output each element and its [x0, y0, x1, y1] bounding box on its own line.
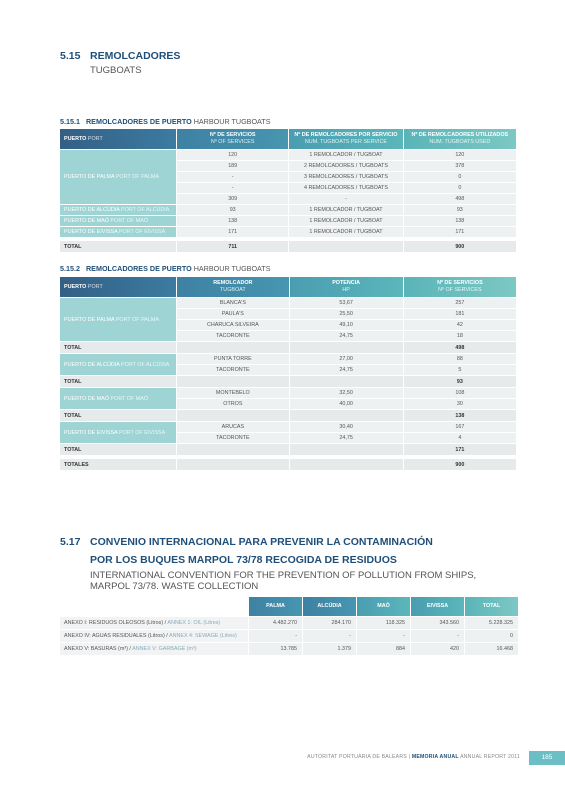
table-row	[60, 298, 516, 308]
subtotal-label: TOTAL	[60, 410, 176, 421]
cell-services: 167	[404, 422, 516, 432]
table-header-row	[60, 597, 518, 616]
cell-tugboat: ARUCAS	[177, 422, 288, 432]
cell-per-service: 1 REMOLCADOR / TUGBOAT	[289, 227, 402, 237]
table-header-row	[60, 277, 516, 297]
cell-used: 93	[404, 205, 516, 215]
cell-tugboat: PAULA'S	[177, 309, 288, 319]
cell-palma: 4.482.270	[249, 617, 302, 629]
page-number: 185	[529, 751, 565, 765]
grand-total-row	[60, 459, 516, 470]
subtotal-row	[60, 410, 516, 421]
section-title: REMOLCADORES	[90, 50, 181, 62]
cell-eivissa: 420	[411, 643, 464, 655]
grand-total-value: 900	[404, 459, 516, 470]
col-header-power: POTENCIA HP	[290, 277, 403, 297]
table-row	[60, 388, 516, 398]
cell-eivissa: 343.560	[411, 617, 464, 629]
cell-total: 0	[465, 630, 518, 642]
table-row	[60, 617, 518, 629]
cell-power: 24,75	[290, 331, 403, 341]
subsection-title-es: REMOLCADORES DE PUERTO	[85, 117, 192, 126]
cell-per-service: 3 REMOLCADORES / TUGBOATS	[289, 172, 402, 182]
subtotal-value: 498	[404, 342, 516, 353]
cell-used: 120	[404, 150, 516, 160]
table-row	[60, 643, 518, 655]
col-header-mao: MAÓ	[357, 597, 410, 616]
cell-services: 171	[177, 227, 288, 237]
cell-services: 257	[404, 298, 516, 308]
cell-tugboat: TACORONTE	[177, 331, 288, 341]
cell-power: 49,10	[290, 320, 403, 330]
col-header-eivissa: EIVISSA	[411, 597, 464, 616]
cell-total: 5.228.325	[465, 617, 518, 629]
cell-power: 24,75	[290, 365, 403, 375]
cell-services: 108	[404, 388, 516, 398]
col-header-port: PUERTO PORT	[60, 129, 176, 149]
cell-tugboat: PUNTA TORRE	[177, 354, 288, 364]
cell-mao: 884	[357, 643, 410, 655]
subtotal-label: TOTAL	[60, 376, 176, 387]
subtotal-value: 93	[404, 376, 516, 387]
subsection-5151-heading	[60, 117, 271, 126]
row-label: ANEXO V: BASURAS (m³) / ANNEX V: GARBAGE (m³)	[60, 643, 248, 655]
cell-per-service: 1 REMOLCADOR / TUGBOAT	[289, 205, 402, 215]
cell-per-service: -	[289, 194, 402, 204]
cell-power: 24,75	[290, 433, 403, 443]
subsection-number: 5.15.2	[60, 264, 80, 273]
cell-alcudia: 284.170	[303, 617, 356, 629]
subsection-title-en: HARBOUR TUGBOATS	[193, 264, 271, 273]
port-cell-palma: PUERTO DE PALMA PORT OF PALMA	[60, 150, 176, 204]
cell-mao: 118.325	[357, 617, 410, 629]
cell-services: 88	[404, 354, 516, 364]
row-label: ANEXO I: RESIDUOS OLEOSOS (Litros) / ANNEX 1: OIL (Litres)	[60, 617, 248, 629]
subtotal-row	[60, 342, 516, 353]
cell-services: 189	[177, 161, 288, 171]
subtotal-label: TOTAL	[60, 342, 176, 353]
col-header-tugboat: REMOLCADOR TUGBOAT	[177, 277, 288, 297]
subtotal-row	[60, 444, 516, 455]
cell-per-service: 1 REMOLCADOR / TUGBOAT	[289, 150, 402, 160]
cell-palma: -	[249, 630, 302, 642]
row-label: ANEXO IV: AGUAS RESIDUALES (Litros) / ANNEX 4: SEWAGE (Litres)	[60, 630, 248, 642]
section-title-line2: POR LOS BUQUES MARPOL 73/78 RECOGIDA DE RESIDUOS	[90, 554, 397, 566]
col-header-services: Nº DE SERVICIOS Nº OF SERVICES	[404, 277, 516, 297]
cell-tugboat: TACORONTE	[177, 433, 288, 443]
cell-palma: 13.785	[249, 643, 302, 655]
cell-used: 498	[404, 194, 516, 204]
cell-eivissa: -	[411, 630, 464, 642]
port-cell-alcudia: PUERTO DE ALCÚDIA PORT OF ALCÚDIA	[60, 354, 176, 375]
cell-tugboat: BLANCA'S	[177, 298, 288, 308]
col-header-tugs-used: Nº DE REMOLCADORES UTILIZADOS NUM. TUGBOATS USED	[404, 129, 516, 149]
subtotal-value: 138	[404, 410, 516, 421]
subtotal-value: 171	[404, 444, 516, 455]
cell-alcudia: 1.379	[303, 643, 356, 655]
cell-per-service: 1 REMOLCADOR / TUGBOAT	[289, 216, 402, 226]
table-row	[60, 150, 516, 160]
cell-used: 0	[404, 172, 516, 182]
section-subtitle-line2: MARPOL 73/78. WASTE COLLECTION	[90, 581, 259, 592]
col-header-alcudia: ALCÚDIA	[303, 597, 356, 616]
port-cell-alcudia: PUERTO DE ALCÚDIA PORT OF ALCÚDIA	[60, 205, 176, 215]
harbour-tugboats-table-1	[59, 128, 517, 253]
cell-used: 138	[404, 216, 516, 226]
harbour-tugboats-table-2	[59, 276, 517, 471]
port-cell-eivissa: PUERTO DE EIVISSA PORT OF EIVISSA	[60, 227, 176, 237]
table-row	[60, 216, 516, 226]
col-header-port: PUERTO PORT	[60, 277, 176, 297]
subtotal-row	[60, 376, 516, 387]
table-row	[60, 422, 516, 432]
cell-services: 4	[404, 433, 516, 443]
cell-services: 5	[404, 365, 516, 375]
port-cell-mao: PUERTO DE MAÓ PORT OF MAÓ	[60, 216, 176, 226]
cell-tugboat: CHARUCA SILVEIRA	[177, 320, 288, 330]
total-empty	[289, 241, 402, 252]
section-515-header	[60, 46, 180, 76]
subsection-title-es: REMOLCADORES DE PUERTO	[85, 264, 192, 273]
cell-per-service: 4 REMOLCADORES / TUGBOATS	[289, 183, 402, 193]
cell-services: 30	[404, 399, 516, 409]
subsection-number: 5.15.1	[60, 117, 80, 126]
cell-alcudia: -	[303, 630, 356, 642]
total-row	[60, 241, 516, 252]
page-footer	[0, 751, 565, 765]
section-number: 5.17	[60, 536, 81, 548]
cell-power: 27,00	[290, 354, 403, 364]
section-subtitle-line1: INTERNATIONAL CONVENTION FOR THE PREVENTION OF POLLUTION FROM SHIPS,	[90, 570, 477, 581]
col-header-services: Nº DE SERVICIOS Nº OF SERVICES	[177, 129, 288, 149]
total-label: TOTAL	[60, 241, 176, 252]
total-used: 900	[404, 241, 516, 252]
col-header-tugs-per-service: Nº DE REMOLCADORES POR SERVICIO NUM. TUGBOATS PER SERVICE	[289, 129, 402, 149]
col-header-total: TOTAL	[465, 597, 518, 616]
cell-services: 120	[177, 150, 288, 160]
cell-used: 0	[404, 183, 516, 193]
cell-services: 181	[404, 309, 516, 319]
port-cell-palma: PUERTO DE PALMA PORT OF PALMA	[60, 298, 176, 341]
subsection-5152-heading	[60, 264, 271, 273]
cell-services: 93	[177, 205, 288, 215]
cell-tugboat: TACORONTE	[177, 365, 288, 375]
subtotal-label: TOTAL	[60, 444, 176, 455]
cell-power: 30,40	[290, 422, 403, 432]
cell-power: 53,67	[290, 298, 403, 308]
cell-used: 171	[404, 227, 516, 237]
cell-services: 42	[404, 320, 516, 330]
table-row	[60, 630, 518, 642]
cell-per-service: 2 REMOLCADORES / TUGBOATS	[289, 161, 402, 171]
table-header-row	[60, 129, 516, 149]
cell-mao: -	[357, 630, 410, 642]
footer-text: AUTORITAT PORTUÀRIA DE BALEARS | MEMORIA ANUAL ANNUAL REPORT 2011	[307, 754, 520, 760]
cell-services: 138	[177, 216, 288, 226]
section-title-line1: CONVENIO INTERNACIONAL PARA PREVENIR LA CONTAMINACIÓN	[90, 536, 433, 548]
port-cell-mao: PUERTO DE MAÓ PORT OF MAÓ	[60, 388, 176, 409]
table-row	[60, 354, 516, 364]
cell-services: 18	[404, 331, 516, 341]
cell-services: -	[177, 183, 288, 193]
cell-tugboat: OTROS	[177, 399, 288, 409]
marpol-waste-table	[59, 596, 519, 656]
table-row	[60, 227, 516, 237]
subsection-title-en: HARBOUR TUGBOATS	[193, 117, 271, 126]
section-number: 5.15	[60, 50, 81, 62]
col-header-palma: PALMA	[249, 597, 302, 616]
table-row	[60, 205, 516, 215]
cell-used: 378	[404, 161, 516, 171]
port-cell-eivissa: PUERTO DE EIVISSA PORT OF EIVISSA	[60, 422, 176, 443]
cell-tugboat: MONTEBELO	[177, 388, 288, 398]
cell-total: 16.468	[465, 643, 518, 655]
cell-services: 309	[177, 194, 288, 204]
section-subtitle: TUGBOATS	[90, 65, 142, 76]
grand-total-label: TOTALES	[60, 459, 176, 470]
cell-power: 25,50	[290, 309, 403, 319]
section-517-header	[60, 532, 530, 592]
cell-services: -	[177, 172, 288, 182]
total-services: 711	[177, 241, 288, 252]
cell-power: 40,00	[290, 399, 403, 409]
cell-power: 32,50	[290, 388, 403, 398]
